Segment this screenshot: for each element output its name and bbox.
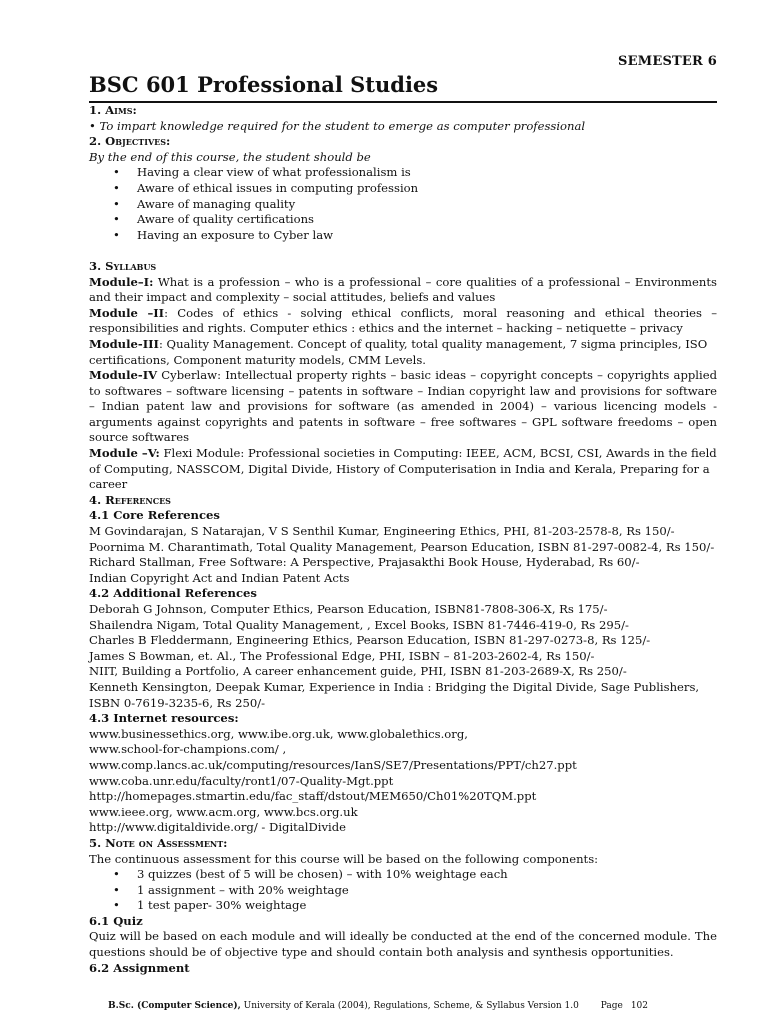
page-label: Page [600, 1001, 623, 1011]
footer-text: University of Kerala (2004), Regulations, Scheme, & Syllabus Version 1.0 [240, 1001, 579, 1011]
syllabus-heading: 3. Syllabus [89, 258, 157, 273]
list-item: • Aware of ethical issues in computing profession [137, 181, 717, 197]
internet-link: www.school-for-champions.com/ , [89, 742, 287, 757]
assignment-heading: 6.2 Assignment [89, 960, 190, 975]
core-references-heading: 4.1 Core References [89, 508, 220, 523]
reference-item: NIIT, Building a Portfolio, A career enhancement guide, PHI, ISBN 81-203-2689-X, Rs 250/- [89, 664, 627, 679]
list-item: • 3 quizzes (best of 5 will be chosen) – with 10% weightage each [137, 867, 717, 883]
list-item: • Having an exposure to Cyber law [137, 228, 717, 244]
module-3 [89, 337, 717, 368]
internet-link: http://www.digitaldivide.org/ - DigitalDivide [89, 820, 346, 835]
internet-link: www.comp.lancs.ac.uk/computing/resources/IanS/SE7/Presentations/PPT/ch27.ppt [89, 757, 577, 772]
reference-item: Deborah G Johnson, Computer Ethics, Pearson Education, ISBN81-7808-306-X, Rs 175/- [89, 602, 608, 616]
additional-references-heading: 4.2 Additional References [89, 586, 257, 601]
semester-label: SEMESTER 6 [618, 54, 717, 69]
module-text: Flexi Module: Professional societies in Computing: IEEE, ACM, BCSI, CSI, Awards in the field of Computing, NASSCOM, Digital Divide, History of Computerisation in India and Kerala, Preparing for a career [89, 446, 717, 492]
module-text: Cyberlaw: Intellectual property rights – basic ideas – copyright concepts – copyrights applied to softwares – software licensing – patents in software – Indian copyright law and provisions for software – Indian patent law and provisions for software (as amended in 2004) – various licencing models - arguments against copyrights and patents in software – free softwares – GPL software freedoms – open source softwares [89, 368, 717, 445]
module-label: Module –V: [89, 446, 160, 461]
quiz-text: Quiz will be based on each module and will ideally be conducted at the end of the concerned module. The questions should be of objective type and should contain both analysis and synthesis opportunities. [89, 929, 717, 960]
module-text: : Codes of ethics - solving ethical conflicts, moral reasoning and ethical theories – responsibilities and rights. Computer ethics : ethics and the internet – hacking – netiquette – privacy [89, 305, 717, 336]
internet-resources-heading: 4.3 Internet resources: [89, 711, 239, 726]
module-2 [89, 306, 717, 337]
module-label: Module-III [89, 336, 159, 351]
document-page [89, 54, 717, 976]
module-label: Module-IV [89, 368, 158, 383]
internet-link: www.coba.unr.edu/faculty/ront1/07-Quality-Mgt.ppt [89, 773, 394, 788]
references-heading: 4. References [89, 492, 171, 507]
internet-link: www.businessethics.org, www.ibe.org.uk, www.globalethics.org, [89, 726, 468, 741]
internet-link: http://homepages.stmartin.edu/fac_staff/dstout/MEM650/Ch01%20TQM.ppt [89, 789, 537, 804]
list-item: • 1 assignment – with 20% weightage [137, 883, 717, 899]
module-text: What is a profession – who is a professional – core qualities of a professional – Environments and their impact and complexity – social attitudes, beliefs and values [89, 274, 717, 305]
course-title: BSC 601 Professional Studies [89, 72, 439, 97]
reference-item: Indian Copyright Act and Indian Patent Acts [89, 570, 350, 585]
reference-item: Poornima M. Charantimath, Total Quality Management, Pearson Education, ISBN 81-297-0082-4, Rs 150/- [89, 539, 715, 554]
assessment-list [89, 867, 717, 914]
aims-heading: 1. Aims: [89, 103, 137, 117]
module-1 [89, 275, 717, 306]
list-item: • 1 test paper- 30% weightage [137, 898, 717, 914]
aims-text: • To impart knowledge required for the student to emerge as computer professional [89, 118, 586, 133]
assessment-intro: The continuous assessment for this course will be based on the following components: [89, 851, 599, 866]
reference-item: Charles B Fleddermann, Engineering Ethics, Pearson Education, ISBN 81-297-0273-8, Rs 125/- [89, 633, 651, 648]
objectives-heading: 2. Objectives: [89, 134, 171, 149]
module-4 [89, 368, 717, 446]
reference-item: Shailendra Nigam, Total Quality Management, , Excel Books, ISBN 81-7446-419-0, Rs 295/- [89, 617, 629, 632]
reference-item: Kenneth Kensington, Deepak Kumar, Experience in India : Bridging the Digital Divide, Sage Publishers, ISBN 0-7619-3235-6, Rs 250/- [89, 679, 700, 710]
page-number-value: 102 [630, 1001, 648, 1011]
list-item: • Aware of quality certifications [137, 212, 717, 228]
module-text: : Quality Management. Concept of quality, total quality management, 7 sigma principles, ISO certifications, Component maturity models, CMM Levels. [89, 336, 708, 367]
page-footer [108, 1000, 648, 1012]
list-item: • Having a clear view of what professionalism is [137, 165, 717, 181]
module-label: Module –II [89, 305, 165, 320]
page-number [593, 1000, 648, 1012]
internet-link: www.ieee.org, www.acm.org, www.bcs.org.uk [89, 804, 358, 819]
objectives-list [89, 165, 717, 243]
objectives-intro: By the end of this course, the student should be [89, 149, 371, 164]
reference-item: Richard Stallman, Free Software: A Perspective, Prajasakthi Book House, Hyderabad, Rs 60/- [89, 555, 640, 570]
assessment-heading: 5. Note on Assessment: [89, 835, 228, 850]
quiz-heading: 6.1 Quiz [89, 913, 143, 928]
list-item: • Aware of managing quality [137, 197, 717, 213]
reference-item: James S Bowman, et. Al., The Professional Edge, PHI, ISBN – 81-203-2602-4, Rs 150/- [89, 648, 595, 663]
module-5 [89, 446, 717, 493]
module-label: Module–I: [89, 274, 154, 289]
reference-item: M Govindarajan, S Natarajan, V S Senthil Kumar, Engineering Ethics, PHI, 81-203-2578-8, Rs 150/- [89, 524, 675, 539]
footer-degree: B.Sc. (Computer Science), [108, 1001, 241, 1011]
